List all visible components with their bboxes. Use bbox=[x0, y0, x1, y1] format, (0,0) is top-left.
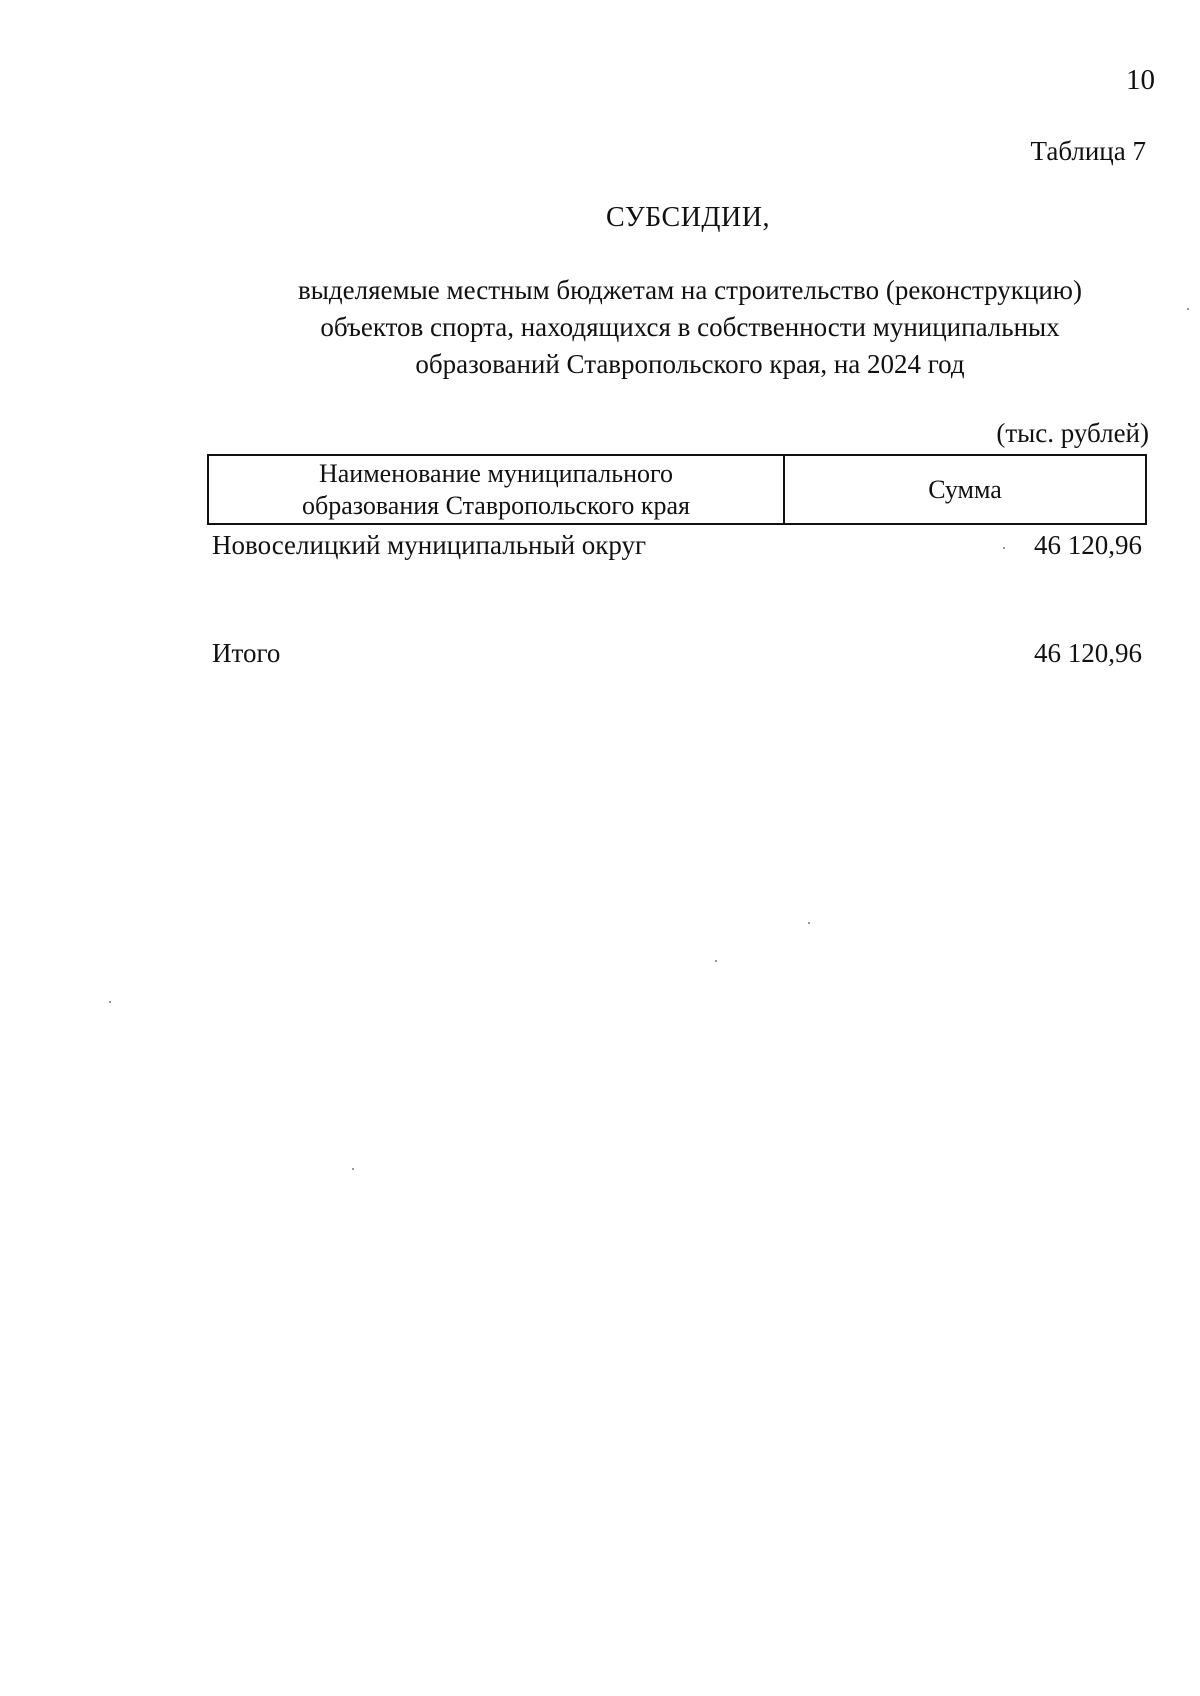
total-label: Итого bbox=[212, 638, 281, 668]
header-name-line: образования Ставропольского края bbox=[301, 490, 691, 520]
table-row bbox=[212, 530, 1142, 561]
header-cell-municipality bbox=[209, 456, 785, 523]
header-name-line: Наименование муниципального bbox=[318, 458, 674, 488]
scan-speck bbox=[352, 1168, 354, 1170]
unit-note: (тыс. рублей) bbox=[996, 418, 1149, 448]
page-number: 10 bbox=[1126, 64, 1155, 96]
row-municipality-name: Новоселицкий муниципальный округ bbox=[212, 530, 647, 560]
table-header bbox=[207, 454, 1147, 525]
scan-speck bbox=[808, 922, 810, 924]
subtitle-line: образований Ставропольского края, на 2024 год bbox=[415, 349, 965, 379]
scan-speck bbox=[109, 1001, 111, 1003]
header-cell-sum: Сумма bbox=[928, 474, 1002, 504]
scan-speck bbox=[715, 960, 717, 962]
total-row bbox=[212, 638, 1142, 669]
total-sum: 46 120,96 bbox=[1034, 638, 1142, 668]
row-sum: 46 120,96 bbox=[1034, 530, 1142, 560]
scan-speck bbox=[1187, 308, 1189, 310]
scan-speck bbox=[1003, 547, 1005, 549]
document-subtitle bbox=[200, 272, 1180, 383]
document-title: СУБСИДИИ, bbox=[606, 202, 770, 233]
subtitle-line: выделяемые местным бюджетам на строительство (реконструкцию) bbox=[298, 275, 1082, 305]
table-label: Таблица 7 bbox=[1030, 136, 1146, 166]
subtitle-line: объектов спорта, находящихся в собственности муниципальных bbox=[320, 312, 1060, 342]
